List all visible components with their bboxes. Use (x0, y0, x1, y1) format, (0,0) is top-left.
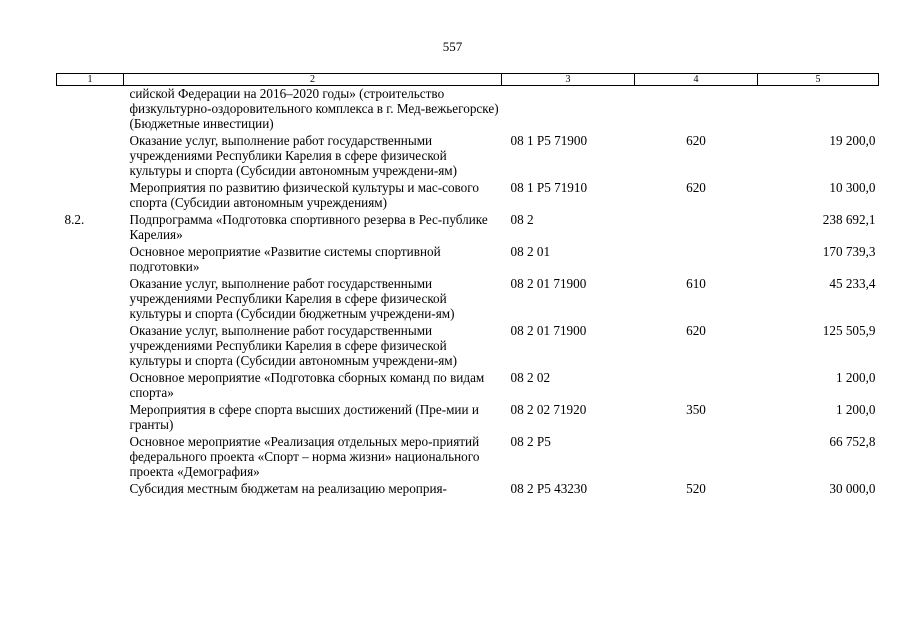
row-budget-code: 08 2 01 (510, 244, 551, 259)
row-description: Основное мероприятие «Реализация отдельных меро-приятий федерального проекта «Спорт – норма жизни» национального проекта «Демография» (129, 434, 480, 479)
row-amount: 19 200,0 (829, 133, 876, 148)
row-expense-type (635, 86, 758, 134)
table-row (57, 276, 879, 323)
row-description: Подпрограмма «Подготовка спортивного резерва в Рес-публике Карелия» (129, 212, 488, 242)
row-budget-code: 08 2 P5 43230 (510, 481, 588, 496)
row-amount: 66 752,8 (829, 434, 876, 449)
row-description: Основное мероприятие «Подготовка сборных команд по видам спорта» (129, 370, 485, 400)
row-expense-type: 620 (686, 180, 706, 195)
row-budget-code: 08 2 01 71900 (510, 323, 587, 338)
row-amount: 30 000,0 (829, 481, 876, 496)
column-header-3: 3 (502, 74, 635, 86)
row-number (57, 370, 124, 402)
row-number (57, 434, 124, 481)
table-row (57, 402, 879, 434)
row-amount: 45 233,4 (829, 276, 876, 291)
row-number (57, 323, 124, 370)
table-row (57, 133, 879, 180)
table-row (57, 323, 879, 370)
row-amount: 1 200,0 (835, 370, 876, 385)
row-number (57, 180, 124, 212)
row-expense-type: 610 (686, 276, 706, 291)
row-number (57, 133, 124, 180)
row-number (57, 402, 124, 434)
row-number: 8.2. (64, 212, 85, 227)
table-row (57, 370, 879, 402)
row-amount: 10 300,0 (829, 180, 876, 195)
row-budget-code: 08 1 P5 71910 (510, 180, 588, 195)
row-amount: 170 739,3 (822, 244, 876, 259)
row-expense-type (635, 434, 758, 481)
row-expense-type: 620 (686, 323, 706, 338)
table-row (57, 434, 879, 481)
row-amount: 238 692,1 (822, 212, 876, 227)
row-budget-code: 08 2 P5 (510, 434, 551, 449)
table-row (57, 481, 879, 498)
row-expense-type (635, 212, 758, 244)
row-description: Субсидия местным бюджетам на реализацию мероприя- (129, 481, 447, 496)
page-number: 557 (442, 39, 463, 54)
row-number (57, 86, 124, 134)
row-expense-type (635, 370, 758, 402)
row-description: сийской Федерации на 2016–2020 годы» (строительство физкультурно-оздоровительного комплекса в г. Мед-вежьегорске) (Бюджетные инвестиции) (129, 86, 499, 131)
column-header-1: 1 (57, 74, 124, 86)
row-number (57, 481, 124, 498)
row-description: Оказание услуг, выполнение работ государственными учреждениями Республики Карелия в сфере физической культуры и спорта (Субсидии автономным учреждени-ям) (129, 133, 458, 178)
table-row (57, 212, 879, 244)
row-amount: 125 505,9 (822, 323, 876, 338)
row-expense-type: 350 (686, 402, 706, 417)
row-amount: 1 200,0 (835, 402, 876, 417)
column-header-2: 2 (124, 74, 502, 86)
row-budget-code (502, 86, 635, 134)
row-budget-code: 08 2 01 71900 (510, 276, 587, 291)
row-number (57, 244, 124, 276)
row-description: Оказание услуг, выполнение работ государственными учреждениями Республики Карелия в сфере физической культуры и спорта (Субсидии автономным учреждени-ям) (129, 323, 458, 368)
table-row (57, 244, 879, 276)
table-row (57, 86, 879, 134)
row-description: Основное мероприятие «Развитие системы спортивной подготовки» (129, 244, 441, 274)
row-description: Мероприятия по развитию физической культуры и мас-сового спорта (Субсидии автономным учреждениям) (129, 180, 479, 210)
column-number-header-row (57, 74, 879, 86)
row-budget-code: 08 2 02 71920 (510, 402, 587, 417)
row-budget-code: 08 2 02 (510, 370, 551, 385)
row-number (57, 276, 124, 323)
row-amount (758, 86, 879, 134)
row-budget-code: 08 2 (510, 212, 534, 227)
row-expense-type: 620 (686, 133, 706, 148)
row-budget-code: 08 1 P5 71900 (510, 133, 588, 148)
row-description: Оказание услуг, выполнение работ государственными учреждениями Республики Карелия в сфере физической культуры и спорта (Субсидии бюджетным учреждени-ям) (129, 276, 455, 321)
row-expense-type (635, 244, 758, 276)
table-row (57, 180, 879, 212)
budget-table (56, 73, 879, 498)
column-header-5: 5 (758, 74, 879, 86)
column-header-4: 4 (635, 74, 758, 86)
row-expense-type: 520 (686, 481, 706, 496)
row-description: Мероприятия в сфере спорта высших достижений (Пре-мии и гранты) (129, 402, 479, 432)
